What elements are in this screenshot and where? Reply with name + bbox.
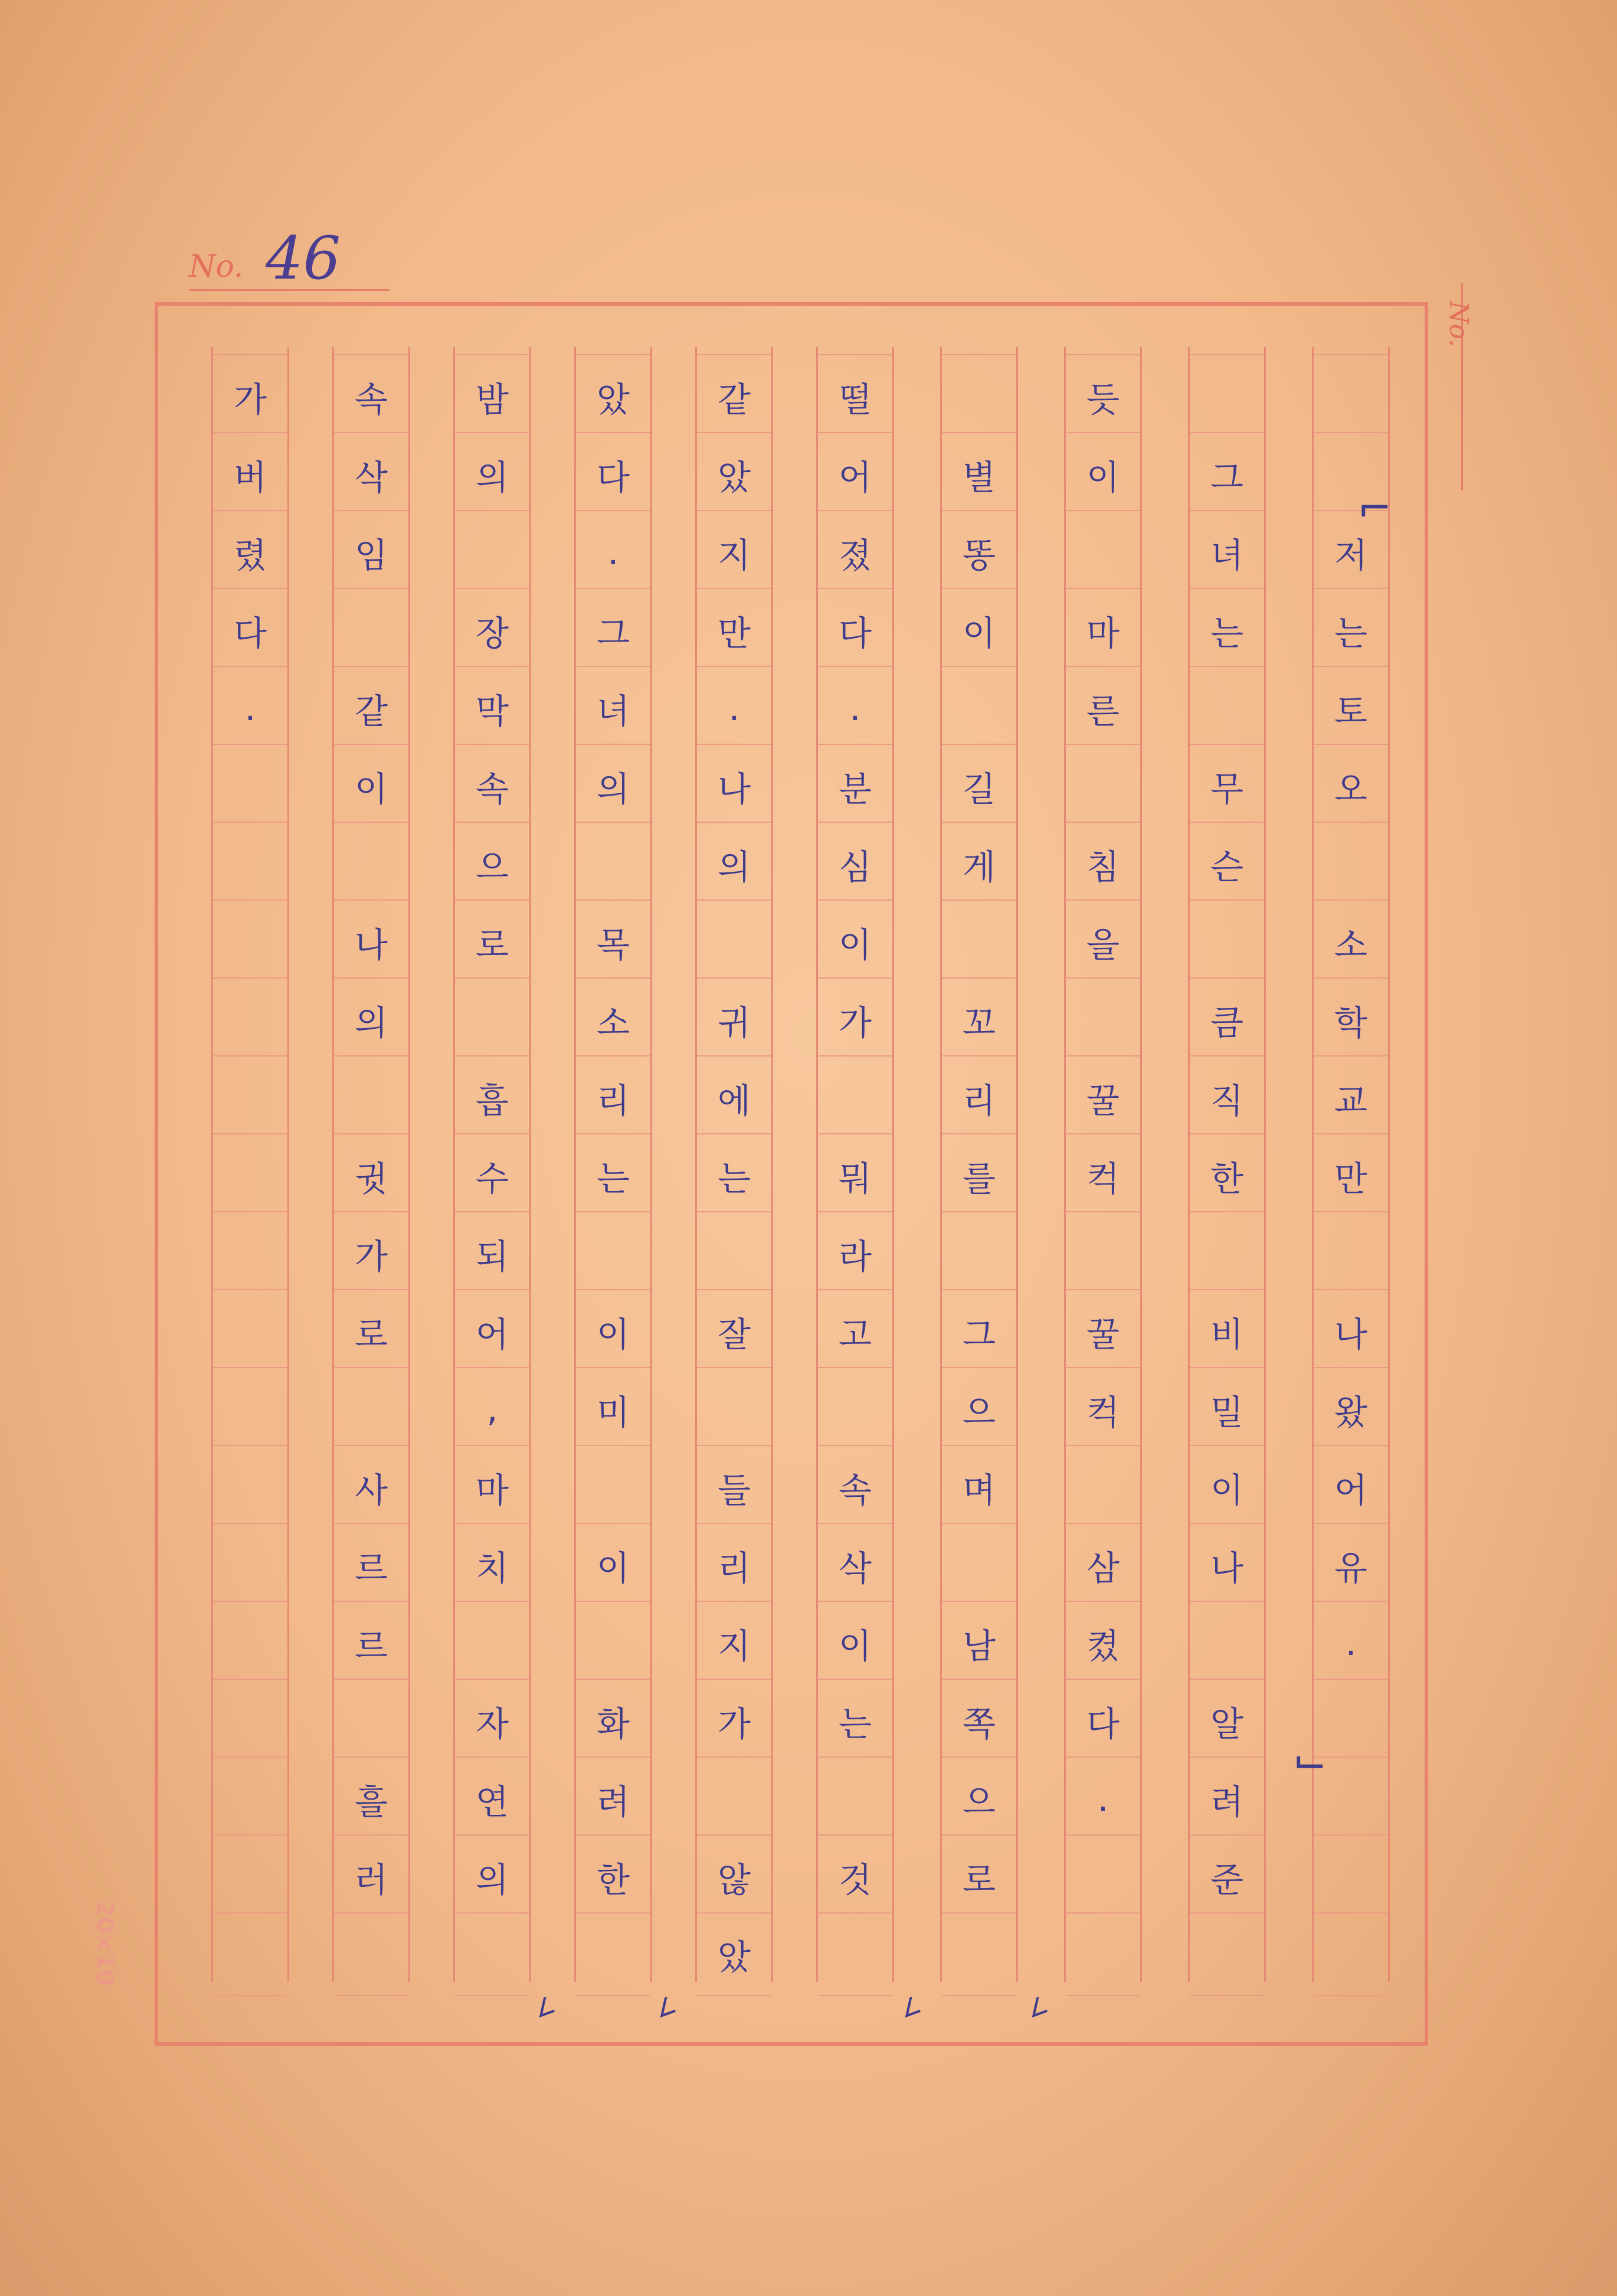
manuscript-cell: 꼬 — [942, 977, 1016, 1061]
manuscript-cell: 는 — [1314, 588, 1388, 672]
manuscript-cell: 분 — [818, 744, 892, 828]
manuscript-cell: 사 — [334, 1445, 408, 1529]
manuscript-cell: 의 — [455, 432, 529, 516]
manuscript-cell: 지 — [697, 1601, 771, 1685]
manuscript-cell: 리 — [697, 1523, 771, 1607]
manuscript-cell — [1190, 1601, 1264, 1685]
manuscript-cell: 삼 — [1066, 1523, 1140, 1607]
manuscript-cell: 어 — [1314, 1445, 1388, 1529]
manuscript-cell — [1190, 354, 1264, 438]
manuscript-cell — [697, 1367, 771, 1451]
manuscript-cell: 이 — [942, 588, 1016, 672]
manuscript-cell — [576, 1601, 650, 1685]
manuscript-cell: 침 — [1066, 822, 1140, 905]
manuscript-cell — [818, 1367, 892, 1451]
manuscript-cell — [1190, 1912, 1264, 1996]
manuscript-cell — [1066, 1912, 1140, 1996]
manuscript-cell — [1190, 1211, 1264, 1295]
manuscript-cell — [334, 822, 408, 905]
manuscript-cell — [213, 1679, 287, 1762]
manuscript-cell: 의 — [576, 744, 650, 828]
manuscript-cell: 왔 — [1314, 1367, 1388, 1451]
manuscript-cell: 의 — [455, 1834, 529, 1918]
manuscript-cell: . — [1066, 1757, 1140, 1840]
manuscript-cell: 자 — [455, 1679, 529, 1762]
manuscript-cell: 저 — [1314, 510, 1388, 594]
manuscript-cell: 려 — [576, 1757, 650, 1840]
manuscript-cell — [818, 1757, 892, 1840]
manuscript-cell — [213, 1912, 287, 1996]
manuscript-cell — [334, 588, 408, 672]
manuscript-cell: 에 — [697, 1055, 771, 1139]
manuscript-cell: 나 — [697, 744, 771, 828]
manuscript-column — [695, 347, 773, 1982]
manuscript-cell: 속 — [334, 354, 408, 438]
manuscript-cell: 다 — [213, 588, 287, 672]
manuscript-cell — [1314, 1834, 1388, 1918]
manuscript-cell: 러 — [334, 1834, 408, 1918]
manuscript-cell: 그 — [576, 588, 650, 672]
manuscript-cell — [1314, 1912, 1388, 1996]
manuscript-cell: 는 — [1190, 588, 1264, 672]
manuscript-cell — [213, 977, 287, 1061]
manuscript-cell — [334, 1367, 408, 1451]
manuscript-cell — [455, 977, 529, 1061]
manuscript-cell — [576, 1912, 650, 1996]
manuscript-cell: 뭐 — [818, 1133, 892, 1217]
manuscript-cell: 려 — [1190, 1757, 1264, 1840]
manuscript-cell: 임 — [334, 510, 408, 594]
manuscript-cell: 르 — [334, 1601, 408, 1685]
manuscript-cell: 토 — [1314, 666, 1388, 750]
manuscript-cell — [942, 666, 1016, 750]
manuscript-cell — [213, 1757, 287, 1840]
manuscript-cell — [1314, 354, 1388, 438]
manuscript-cell: 으 — [942, 1367, 1016, 1451]
manuscript-cell: 길 — [942, 744, 1016, 828]
manuscript-cell: 소 — [576, 977, 650, 1061]
manuscript-cell: 그 — [1190, 432, 1264, 516]
manuscript-cell: 흡 — [455, 1055, 529, 1139]
page-number-line — [189, 224, 389, 291]
manuscript-cell: 며 — [942, 1445, 1016, 1529]
manuscript-column — [211, 347, 289, 1982]
manuscript-cell — [1314, 1211, 1388, 1295]
manuscript-cell — [213, 1834, 287, 1918]
manuscript-cell — [1066, 977, 1140, 1061]
manuscript-cell — [1190, 666, 1264, 750]
manuscript-cell: 오 — [1314, 744, 1388, 828]
manuscript-cell: 게 — [942, 822, 1016, 905]
manuscript-frame — [155, 302, 1428, 2046]
manuscript-cell — [942, 354, 1016, 438]
page-number: 46 — [266, 224, 341, 293]
manuscript-cell: 수 — [455, 1133, 529, 1217]
manuscript-cell: 어 — [455, 1289, 529, 1373]
manuscript-cell: 슨 — [1190, 822, 1264, 905]
manuscript-cell: 를 — [942, 1133, 1016, 1217]
manuscript-cell — [818, 1912, 892, 1996]
manuscript-cell: 것 — [818, 1834, 892, 1918]
proofreading-mark-open: ⌐ — [1357, 484, 1392, 532]
manuscript-cell — [576, 1445, 650, 1529]
manuscript-column — [453, 347, 531, 1982]
manuscript-cell — [213, 1523, 287, 1607]
manuscript-cell: 흘 — [334, 1757, 408, 1840]
manuscript-cell: 으 — [942, 1757, 1016, 1840]
manuscript-cell — [1066, 510, 1140, 594]
manuscript-cell — [455, 1601, 529, 1685]
manuscript-cell: 았 — [697, 432, 771, 516]
manuscript-cell — [213, 744, 287, 828]
manuscript-cell — [213, 822, 287, 905]
manuscript-cell: 똥 — [942, 510, 1016, 594]
manuscript-cell: 녀 — [576, 666, 650, 750]
manuscript-cell: 가 — [818, 977, 892, 1061]
manuscript-cell: 이 — [334, 744, 408, 828]
manuscript-cell: 의 — [697, 822, 771, 905]
manuscript-cell — [942, 1523, 1016, 1607]
manuscript-cell: 나 — [1190, 1523, 1264, 1607]
manuscript-column — [332, 347, 410, 1982]
manuscript-cell: 큼 — [1190, 977, 1264, 1061]
manuscript-cell: 지 — [697, 510, 771, 594]
manuscript-cell — [213, 1289, 287, 1373]
manuscript-cell: 목 — [576, 900, 650, 983]
manuscript-cell: 꿀 — [1066, 1055, 1140, 1139]
manuscript-cell: 로 — [455, 900, 529, 983]
manuscript-cell: 속 — [818, 1445, 892, 1529]
manuscript-cell: 리 — [942, 1055, 1016, 1139]
manuscript-cell: 장 — [455, 588, 529, 672]
manuscript-cell: 들 — [697, 1445, 771, 1529]
manuscript-cell: 컥 — [1066, 1367, 1140, 1451]
manuscript-cell: 치 — [455, 1523, 529, 1607]
manuscript-cell — [1066, 1211, 1140, 1295]
manuscript-cell — [942, 900, 1016, 983]
manuscript-cell: 다 — [576, 432, 650, 516]
manuscript-cell: 되 — [455, 1211, 529, 1295]
manuscript-cell — [697, 1757, 771, 1840]
page-number-prefix: No. — [189, 249, 244, 284]
manuscript-cell: 잘 — [697, 1289, 771, 1373]
manuscript-cell: 속 — [455, 744, 529, 828]
manuscript-cell — [334, 1055, 408, 1139]
manuscript-cell: 만 — [1314, 1133, 1388, 1217]
manuscript-cell: 이 — [818, 900, 892, 983]
manuscript-cell — [818, 1055, 892, 1139]
manuscript-cell: 비 — [1190, 1289, 1264, 1373]
manuscript-column — [940, 347, 1018, 1982]
manuscript-cell — [455, 510, 529, 594]
manuscript-cell: 가 — [334, 1211, 408, 1295]
manuscript-cell — [213, 1367, 287, 1451]
manuscript-cell: 이 — [576, 1523, 650, 1607]
manuscript-cell — [213, 1055, 287, 1139]
manuscript-cell: . — [818, 666, 892, 750]
manuscript-cell: 나 — [334, 900, 408, 983]
manuscript-cell: 졌 — [818, 510, 892, 594]
manuscript-column — [1064, 347, 1142, 1982]
check-mark: ∠ — [1023, 1991, 1052, 2024]
manuscript-cell: 심 — [818, 822, 892, 905]
manuscript-cell: 가 — [697, 1679, 771, 1762]
manuscript-cell — [334, 1912, 408, 1996]
check-mark: ∠ — [896, 1991, 925, 2024]
manuscript-cell: 가 — [213, 354, 287, 438]
manuscript-cell: 학 — [1314, 977, 1388, 1061]
manuscript-cell: 켰 — [1066, 1601, 1140, 1685]
manuscript-cell: 았 — [697, 1912, 771, 1996]
manuscript-cell: 않 — [697, 1834, 771, 1918]
manuscript-column — [1188, 347, 1266, 1982]
manuscript-cell — [1066, 744, 1140, 828]
manuscript-cell: 이 — [818, 1601, 892, 1685]
manuscript-cell: 화 — [576, 1679, 650, 1762]
manuscript-column — [816, 347, 894, 1982]
manuscript-cell — [1314, 822, 1388, 905]
manuscript-cell — [1066, 1445, 1140, 1529]
manuscript-cell: 한 — [576, 1834, 650, 1918]
manuscript-cell: 는 — [697, 1133, 771, 1217]
manuscript-cell: 같 — [334, 666, 408, 750]
manuscript-cell — [213, 1133, 287, 1217]
manuscript-cell: 별 — [942, 432, 1016, 516]
manuscript-cell: 준 — [1190, 1834, 1264, 1918]
manuscript-cell: . — [697, 666, 771, 750]
manuscript-cell: 귓 — [334, 1133, 408, 1217]
manuscript-cell — [942, 1211, 1016, 1295]
manuscript-cell: 만 — [697, 588, 771, 672]
manuscript-cell: 어 — [818, 432, 892, 516]
manuscript-column — [574, 347, 652, 1982]
manuscript-grid — [211, 347, 1389, 1982]
manuscript-cell: 버 — [213, 432, 287, 516]
manuscript-cell: 연 — [455, 1757, 529, 1840]
manuscript-cell — [334, 1679, 408, 1762]
check-mark: ∠ — [530, 1991, 559, 2024]
manuscript-cell: 는 — [576, 1133, 650, 1217]
manuscript-cell: 그 — [942, 1289, 1016, 1373]
right-margin-number-field — [1440, 283, 1474, 490]
manuscript-cell: 막 — [455, 666, 529, 750]
manuscript-cell: 마 — [1066, 588, 1140, 672]
manuscript-cell: 밀 — [1190, 1367, 1264, 1451]
manuscript-cell: 한 — [1190, 1133, 1264, 1217]
manuscript-cell: 귀 — [697, 977, 771, 1061]
manuscript-cell: 고 — [818, 1289, 892, 1373]
manuscript-cell — [697, 1211, 771, 1295]
manuscript-cell: 나 — [1314, 1289, 1388, 1373]
manuscript-cell: 로 — [334, 1289, 408, 1373]
manuscript-cell: 삭 — [818, 1523, 892, 1607]
manuscript-cell: 삭 — [334, 432, 408, 516]
check-mark: ∠ — [651, 1991, 680, 2024]
manuscript-cell: 을 — [1066, 900, 1140, 983]
manuscript-cell: 떨 — [818, 354, 892, 438]
manuscript-cell: 이 — [576, 1289, 650, 1373]
manuscript-cell: 꿀 — [1066, 1289, 1140, 1373]
manuscript-cell: 른 — [1066, 666, 1140, 750]
manuscript-cell — [942, 1912, 1016, 1996]
manuscript-cell: 의 — [334, 977, 408, 1061]
manuscript-cell — [697, 900, 771, 983]
manuscript-cell: 밤 — [455, 354, 529, 438]
manuscript-cell — [213, 900, 287, 983]
manuscript-cell: 이 — [1066, 432, 1140, 516]
right-margin-label: No. — [1443, 301, 1474, 348]
manuscript-cell: 미 — [576, 1367, 650, 1451]
manuscript-cell: 리 — [576, 1055, 650, 1139]
manuscript-cell — [213, 1211, 287, 1295]
manuscript-cell: 듯 — [1066, 354, 1140, 438]
manuscript-cell — [576, 822, 650, 905]
manuscript-cell: 녀 — [1190, 510, 1264, 594]
manuscript-cell: 는 — [818, 1679, 892, 1762]
manuscript-cell: . — [1314, 1601, 1388, 1685]
manuscript-cell: 쪽 — [942, 1679, 1016, 1762]
manuscript-cell: 무 — [1190, 744, 1264, 828]
manuscript-cell: 이 — [1190, 1445, 1264, 1529]
manuscript-cell: 마 — [455, 1445, 529, 1529]
manuscript-cell: 유 — [1314, 1523, 1388, 1607]
manuscript-cell: 같 — [697, 354, 771, 438]
manuscript-cell: 소 — [1314, 900, 1388, 983]
manuscript-cell — [213, 1601, 287, 1685]
manuscript-cell: 르 — [334, 1523, 408, 1607]
manuscript-cell: 으 — [455, 822, 529, 905]
manuscript-cell: 로 — [942, 1834, 1016, 1918]
manuscript-cell — [576, 1211, 650, 1295]
manuscript-cell: , — [455, 1367, 529, 1451]
proofreading-mark-close: ⌙ — [1292, 1735, 1327, 1784]
manuscript-cell: 다 — [1066, 1679, 1140, 1762]
manuscript-cell — [455, 1912, 529, 1996]
manuscript-cell — [213, 1445, 287, 1529]
manuscript-cell: 직 — [1190, 1055, 1264, 1139]
manuscript-cell: . — [213, 666, 287, 750]
manuscript-cell — [1066, 1834, 1140, 1918]
manuscript-cell: 았 — [576, 354, 650, 438]
manuscript-cell: 다 — [818, 588, 892, 672]
manuscript-cell: 렸 — [213, 510, 287, 594]
manuscript-cell: 컥 — [1066, 1133, 1140, 1217]
manuscript-cell: 교 — [1314, 1055, 1388, 1139]
manuscript-cell: 알 — [1190, 1679, 1264, 1762]
manuscript-cell: . — [576, 510, 650, 594]
manuscript-cell — [1190, 900, 1264, 983]
manuscript-cell: 남 — [942, 1601, 1016, 1685]
sheet-size-stamp: 20×10 — [91, 1901, 118, 1986]
manuscript-cell: 라 — [818, 1211, 892, 1295]
